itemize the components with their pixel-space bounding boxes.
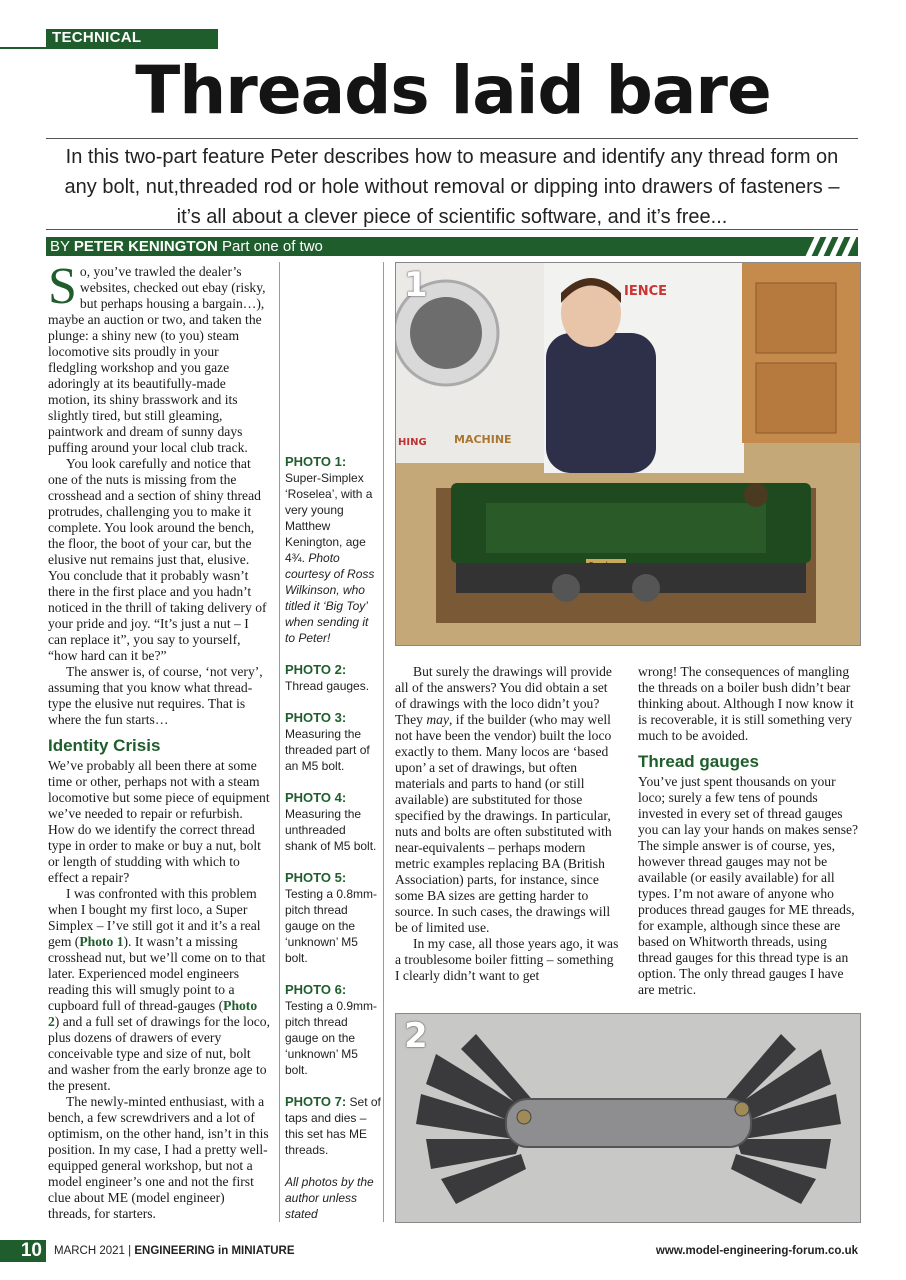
page-number: 10 [0,1240,46,1262]
byline-suffix: Part one of two [222,238,323,255]
byline-stripes [810,237,852,256]
photo-1-illustration [396,263,860,645]
caption-photo-3: PHOTO 3: Measuring the threaded part of an M5 bolt. [285,710,370,773]
page-title: Threads laid bare [135,52,771,129]
paragraph: In my case, all those years ago, it was a troublesome boiler fitting – something I clearly didn’t want to get [395,936,619,983]
byline-prefix: BY [50,238,70,255]
paragraph: You look carefully and notice that one of the nuts is missing from the crosshead and a section of shiny thread protrudes, challenging you to make it complete. You look around the bench, the floor, the boot of your car, but the elusive nut remains just that, elusive. You conclude that it probably wasn’t there in the first place and you hadn’t noticed in the thrill of taking delivery of your pride and joy. “It’s just a nut – I can replace it”, you say to yourself, “how hard can it be?” [48,456,267,663]
caption-credit: All photos by the author unless stated [285,1175,374,1221]
subheading-thread-gauges: Thread gauges [638,752,759,771]
divider-top [46,138,858,139]
photo-number: 2 [404,1016,428,1056]
column-rule [383,262,384,1222]
drop-cap: S [48,258,77,315]
paragraph: But surely the drawings will provide all of the answers? You did obtain a set of drawings with the loco didn’t you? They may, if the builder (who may well not have been the vendor) built the loco exactly to them. Many locos are ‘based upon’ a set of drawings, but often materials and parts to hand (or still available) are substituted for those specified by the drawings. In particular, nuts and bolts are often substituted with near-equivalents – perhaps modern metric examples replacing BA (British Association) parts, for instance, since some BA sizes are getting harder to source. In such cases, the drawings will be of limited use. [395,664,612,935]
column-rule [279,262,280,1222]
paragraph: We’ve probably all been there at some time or other, perhaps not with a steam locomotive but some piece of equipment we’ve needed to repair or refurbish. How do we identify the correct thread type in order to make or buy a nut, bolt or length of studding with which to effect a repair? [48,758,270,885]
footer-url: www.model-engineering-forum.co.uk [655,1245,858,1257]
paragraph: You’ve just spent thousands on your loco; surely a few tens of pounds invested in every set of thread gauges you can lay your hands on makes sense? The simple answer is of course, yes, however thread gauges may not be available (or easily available) for all types. I’m not aware of anyone who produces thread gauges for ME threads, for example, although since these are based on Whitworth threads, using thread gauges for this thread type is an option. The only thread gauges I have are metric. [638,774,859,997]
caption-photo-1: PHOTO 1: Super-Simplex ‘Roselea’, with a very young Matthew Kenington, age 4¾. Photo courtesy of Ross Wilkinson, who titled it ‘Big Toy’ when sending it to Peter! [285,454,375,645]
fridge-letters: HING [398,437,427,448]
caption-photo-4: PHOTO 4: Measuring the unthreaded shank of M5 bolt. [285,790,377,853]
fridge-letters: IENCE [624,284,668,299]
section-tag: TECHNICAL [46,29,218,47]
photo-ref: Photo 2 [48,998,258,1029]
paragraph: The newly-minted enthusiast, with a bench, a few screwdrivers and a lot of optimism, on the other hand, isn’t in this position. In my case, I had a pretty well-equipped general workshop, but not a model engineer’s one and not the first clue about ME (model engineer) threads, for starters. [48,1094,269,1221]
caption-column [285,454,381,1238]
photo-ref: Photo 1 [79,934,124,949]
byline-author: PETER KENINGTON [73,238,218,255]
photo-1-boy-with-locomotive [395,262,861,646]
fridge-letters: MACHINE [454,433,512,446]
column-2 [395,664,619,984]
photo-2-thread-gauges [395,1013,861,1223]
section-tag-rule [0,47,218,49]
caption-photo-6: PHOTO 6: Testing a 0.9mm-pitch thread gauge on the ‘unknown’ M5 bolt. [285,982,378,1077]
standfirst: In this two-part feature Peter describes how to measure and identify any thread form on any bolt, nut,threaded rod or hole without removal or dipping into drawers of fasteners – it’s all about a clever piece of scientific software, and it’s free... [64,146,840,228]
paragraph: I was confronted with this problem when I bought my first loco, a Super Simplex – I’ve still got it and it’s a real gem (Photo 1). It wasn’t a missing crosshead nut, but we’ll come on to that later. Experienced model engineers reading this will smugly point to a cupboard full of thread-gauges (Photo 2) and a full set of drawings for the loco, plus dozens of drawers of every conceivable type and size of nut, bolt and washer from the early bronze age to the present. [48,886,270,1093]
caption-photo-2: PHOTO 2: Thread gauges. [285,662,370,693]
paragraph: The answer is, of course, ‘not very’, assuming that you know what thread-type the elusive nut requires. That is where the fun starts… [48,664,263,727]
paragraph: So, you’ve trawled the dealer’s websites, checked out ebay (risky, but perhaps housing a bargain…), maybe an auction or two, and taken the plunge: a shiny new (to you) steam locomotive sits proudly in your fledgling workshop and you gaze adoringly at its beautifully-made motion, its shiny brasswork and its slightly tired, but still gleaming, paintwork and dream of sunny days puffing around your local club track. [48,258,266,455]
caption-photo-5: PHOTO 5: Testing a 0.8mm-pitch thread gauge on the ‘unknown’ M5 bolt. [285,870,378,965]
photo-number: 1 [404,265,428,305]
column-3 [638,664,860,998]
column-1 [48,258,270,1222]
divider-mid [46,229,858,230]
subheading-identity-crisis: Identity Crisis [48,736,161,755]
photo-2-illustration [396,1014,860,1222]
byline-bar [46,237,858,256]
footer-issue: MARCH 2021 | ENGINEERING in MINIATURE [54,1245,295,1257]
paragraph: wrong! The consequences of mangling the threads on a boiler bush didn’t bear thinking about. Although I now know it is recoverable, it is still something very much to be avoided. [638,664,854,743]
caption-photo-7: PHOTO 7: Set of taps and dies – this set has ME threads. [285,1094,381,1157]
